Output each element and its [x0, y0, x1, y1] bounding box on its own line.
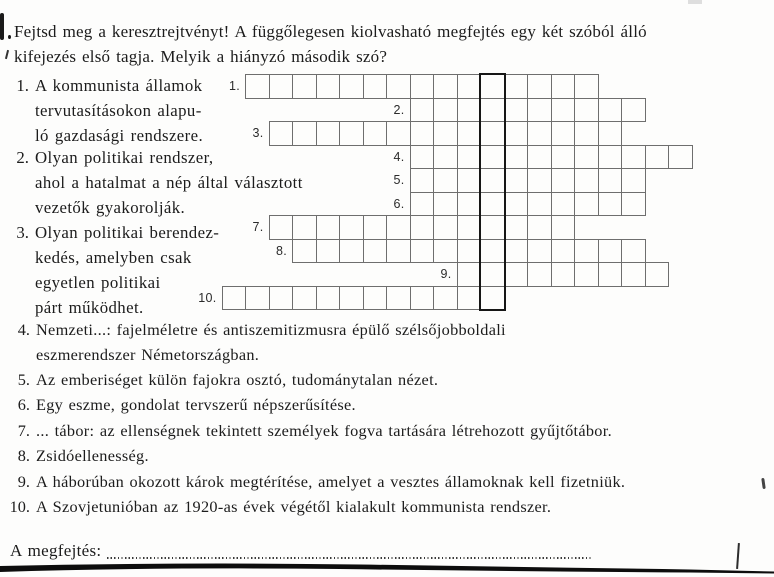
crossword-cell [645, 262, 670, 287]
crossword-cell [598, 121, 623, 146]
crossword-cell [527, 239, 552, 264]
crossword-cell [457, 262, 482, 287]
crossword-row-label: 4. [393, 149, 405, 164]
crossword-cell [433, 215, 458, 240]
crossword-cell [621, 145, 646, 170]
scan-artifact [0, 13, 4, 40]
crossword-cell [668, 145, 693, 170]
scan-artifact [761, 478, 766, 489]
crossword-row-label: 8. [275, 243, 287, 258]
crossword-cell [645, 145, 670, 170]
crossword-cell [410, 286, 435, 311]
crossword-cell [433, 192, 458, 217]
crossword-cell [292, 121, 317, 146]
title-line-1: Fejtsd meg a keresztrejtvényt! A függőlegesen kiolvasható megfejtés egy két szóból álló [14, 22, 647, 41]
crossword-cell [574, 192, 599, 217]
crossword-cell [504, 168, 529, 193]
crossword-cell [574, 121, 599, 146]
clue-line: Zsidóellenesség. [36, 446, 149, 465]
crossword-cell [292, 239, 317, 264]
crossword-cell [363, 74, 388, 99]
clue-line: Az emberiséget külön fajokra osztó, tudománytalan nézet. [36, 370, 439, 389]
crossword-cell [457, 215, 482, 240]
crossword-cell [386, 286, 411, 311]
scan-artifact [8, 35, 11, 39]
scan-artifact [688, 0, 702, 4]
crossword-cell [527, 74, 552, 99]
crossword-cell [551, 239, 576, 264]
crossword-cell [621, 262, 646, 287]
crossword-cell [433, 98, 458, 123]
crossword-cell [621, 168, 646, 193]
crossword-cell [457, 286, 482, 311]
crossword-cell [339, 74, 364, 99]
crossword-cell [621, 239, 646, 264]
clue-line: egyetlen politikai [35, 273, 161, 292]
crossword-cell [598, 192, 623, 217]
crossword-cell [457, 239, 482, 264]
clue-line: tervutasításokon alapu- [35, 101, 202, 120]
crossword-cell [269, 74, 294, 99]
clue-line: A Szovjetunióban az 1920-as évek végétől kialakult kommunista rendszer. [36, 497, 552, 516]
clue-line: Olyan politikai rendszer, [35, 148, 214, 167]
crossword-cell [598, 145, 623, 170]
crossword-cell [363, 286, 388, 311]
crossword-cell [574, 74, 599, 99]
crossword-cell [269, 215, 294, 240]
crossword-cell [269, 121, 294, 146]
crossword-cell [504, 74, 529, 99]
crossword-row-label: 9. [440, 267, 452, 281]
crossword-cell [316, 74, 341, 99]
crossword-cell [457, 145, 482, 170]
solution-column [479, 73, 506, 312]
crossword-cell [527, 168, 552, 193]
crossword-cell [363, 121, 388, 146]
crossword-cell [316, 239, 341, 264]
clue-number: 6. [17, 395, 30, 414]
crossword-cell [504, 215, 529, 240]
clue-line: párt működhet. [35, 298, 144, 317]
crossword-cell [433, 286, 458, 311]
crossword-cell [504, 192, 529, 217]
clue-number: 9. [17, 472, 30, 491]
crossword-cell [386, 121, 411, 146]
crossword-cell [433, 239, 458, 264]
clue-number: 1. [16, 76, 29, 95]
clue-line: Nemzeti...: fajelméletre és antiszemitizmusra épülő szélsőjobboldali [36, 320, 506, 339]
crossword-cell [339, 121, 364, 146]
crossword-cell [339, 215, 364, 240]
crossword-cell [527, 262, 552, 287]
crossword-cell [574, 262, 599, 287]
crossword-cell [574, 168, 599, 193]
crossword-cell [410, 239, 435, 264]
crossword-cell [433, 168, 458, 193]
title-line-2: kifejezés első tagja. Melyik a hiányzó második szó? [14, 47, 388, 66]
crossword-cell [504, 145, 529, 170]
crossword-cell [410, 74, 435, 99]
crossword-cell [222, 286, 247, 311]
crossword-cell [410, 145, 435, 170]
crossword-cell [527, 98, 552, 123]
clue-line: Olyan politikai berendez- [35, 223, 220, 242]
clue-line: vezetők gyakorolják. [35, 198, 186, 217]
crossword-cell [551, 121, 576, 146]
crossword-cell [245, 286, 270, 311]
clue-number: 10. [9, 497, 30, 516]
scan-artifact [5, 50, 9, 59]
crossword-cell [386, 74, 411, 99]
clue-number: 3. [16, 223, 29, 242]
crossword-cell [410, 98, 435, 123]
clue-line: A háborúban okozott károk megtérítése, amelyet a vesztes államoknak kell fizetniük. [36, 472, 626, 491]
clue-line: kedés, amelyben csak [35, 248, 192, 267]
crossword-cell [504, 98, 529, 123]
clue-number: 4. [17, 320, 30, 339]
crossword-cell [339, 239, 364, 264]
crossword-cell [292, 74, 317, 99]
crossword-cell [621, 98, 646, 123]
crossword-row-label: 1. [228, 79, 240, 93]
clue-number: 8. [17, 446, 30, 465]
clue-line: ló gazdasági rendszere. [35, 126, 204, 145]
crossword-cell [504, 121, 529, 146]
crossword-row-label: 3. [252, 126, 264, 140]
crossword-cell [410, 215, 435, 240]
crossword-row-label: 2. [393, 102, 405, 117]
clue-line: Egy eszme, gondolat tervszerű népszerűsítése. [36, 395, 356, 414]
crossword-cell [574, 145, 599, 170]
crossword-cell [316, 121, 341, 146]
crossword-cell [292, 286, 317, 311]
crossword-cell [527, 215, 552, 240]
crossword-cell [551, 74, 576, 99]
crossword-row-label: 5. [393, 173, 405, 187]
crossword-cell [457, 192, 482, 217]
crossword-cell [527, 145, 552, 170]
answer-label: A megfejtés: [10, 541, 102, 560]
crossword-cell [363, 215, 388, 240]
crossword-cell [598, 239, 623, 264]
crossword-cell [527, 121, 552, 146]
crossword-cell [551, 262, 576, 287]
crossword-cell [574, 239, 599, 264]
crossword-cell [551, 145, 576, 170]
crossword-cell [410, 121, 435, 146]
crossword-cell [551, 98, 576, 123]
crossword-cell [363, 239, 388, 264]
crossword-cell [386, 215, 411, 240]
crossword-cell [269, 286, 294, 311]
crossword-cell [433, 121, 458, 146]
crossword-cell [621, 192, 646, 217]
clue-number: 5. [17, 370, 30, 389]
crossword-cell [433, 74, 458, 99]
crossword-cell [457, 168, 482, 193]
clue-line: ... tábor: az ellenségnek tekintett személyek fogva tartására létrehozott gyűjtőtábor. [36, 421, 612, 440]
crossword-cell [504, 262, 529, 287]
clue-number: 7. [17, 421, 30, 440]
crossword-cell [339, 286, 364, 311]
crossword-cell [574, 98, 599, 123]
crossword-cell [316, 286, 341, 311]
clue-line: ahol a hatalmat a nép által választott [35, 173, 303, 192]
crossword-cell [504, 239, 529, 264]
crossword-cell [410, 168, 435, 193]
crossword-cell [598, 168, 623, 193]
crossword-cell [386, 239, 411, 264]
clue-line: A kommunista államok [35, 76, 203, 95]
answer-blank-line [107, 557, 591, 559]
crossword-cell [292, 215, 317, 240]
crossword-cell [551, 168, 576, 193]
crossword-cell [245, 74, 270, 99]
crossword-row-label: 10. [198, 290, 217, 305]
crossword-row-label: 6. [393, 196, 405, 211]
crossword-cell [598, 98, 623, 123]
clue-number: 2. [16, 148, 29, 167]
crossword-cell [527, 192, 552, 217]
crossword-row-label: 7. [252, 220, 264, 234]
crossword-cell [551, 215, 576, 240]
crossword-cell [551, 192, 576, 217]
crossword-cell [433, 145, 458, 170]
crossword-cell [457, 121, 482, 146]
crossword-cell [598, 262, 623, 287]
clue-line: eszmerendszer Németországban. [36, 345, 260, 364]
crossword-cell [316, 215, 341, 240]
page-bottom-rule [0, 560, 774, 577]
crossword-cell [457, 98, 482, 123]
crossword-cell [410, 192, 435, 217]
crossword-cell [457, 74, 482, 99]
